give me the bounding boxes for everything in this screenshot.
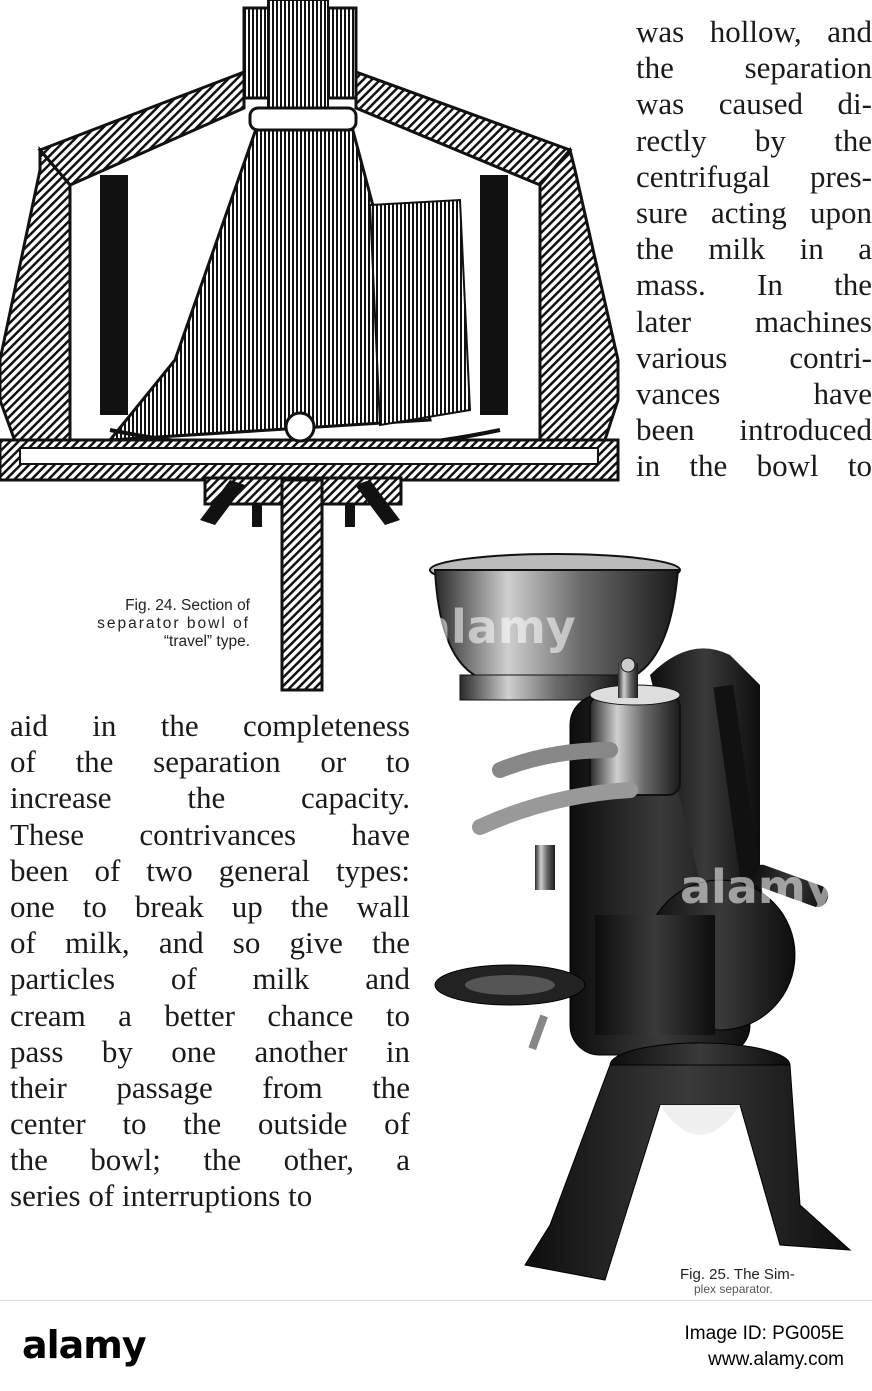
text-line: increase the capacity.: [10, 780, 410, 816]
text-line: of the separation or to: [10, 744, 410, 780]
text-line: aid in the completeness: [10, 708, 410, 743]
text-line: center to the outside of: [10, 1106, 410, 1142]
text-line: series of interruptions to: [10, 1178, 313, 1214]
body-text-left-column: [10, 708, 410, 1215]
text-line: particles of milk and: [10, 961, 410, 997]
body-text-right-column: [636, 14, 872, 484]
text-line: the separation: [636, 50, 872, 86]
watermark-logo: alamy: [680, 860, 836, 914]
alamy-logo: alamy: [22, 1323, 146, 1367]
text-line: mass. In the: [636, 267, 872, 303]
text-line: pass by one another in: [10, 1033, 410, 1069]
text-line: their passage from the: [10, 1069, 410, 1105]
site-url: www.alamy.com: [708, 1349, 844, 1370]
text-line: cream a better chance to: [10, 997, 410, 1033]
text-line: of milk, and so give the: [10, 925, 410, 961]
text-line: been introduced: [636, 412, 872, 448]
stock-footer-bar: [0, 1300, 872, 1391]
text-line: vances have: [636, 375, 872, 411]
text-line: the bowl; the other, a: [10, 1142, 410, 1178]
fig24-caption-line: Fig. 24. Section of: [125, 597, 250, 614]
fig25-caption-line: plex separator.: [694, 1284, 773, 1296]
image-id-label: Image ID: PG005E: [684, 1323, 844, 1344]
fig25-caption: [680, 1266, 872, 1296]
text-line: various contri-: [636, 339, 872, 375]
text-line: sure acting upon: [636, 194, 872, 230]
fig24-caption-line: “travel” type.: [163, 633, 250, 650]
text-line: These contrivances have: [10, 816, 410, 852]
fig25-simplex-separator-illustration: [420, 545, 872, 1300]
text-line: been of two general types:: [10, 852, 410, 888]
text-line: the milk in a: [636, 231, 872, 267]
text-line: was caused di-: [636, 86, 872, 122]
text-line: later machines: [636, 303, 872, 339]
fig24-caption: [10, 597, 250, 651]
image-credit: [685, 1321, 844, 1373]
text-line: in the bowl to: [636, 448, 872, 484]
text-line: one to break up the wall: [10, 888, 410, 924]
text-line: centrifugal pres-: [636, 158, 872, 194]
text-line: was hollow, and: [636, 14, 872, 49]
fig24-caption-line: separator bowl of: [97, 615, 250, 632]
text-line: rectly by the: [636, 122, 872, 158]
fig25-caption-line: Fig. 25. The Sim-: [680, 1266, 795, 1283]
watermark-logo: alamy: [420, 600, 576, 654]
